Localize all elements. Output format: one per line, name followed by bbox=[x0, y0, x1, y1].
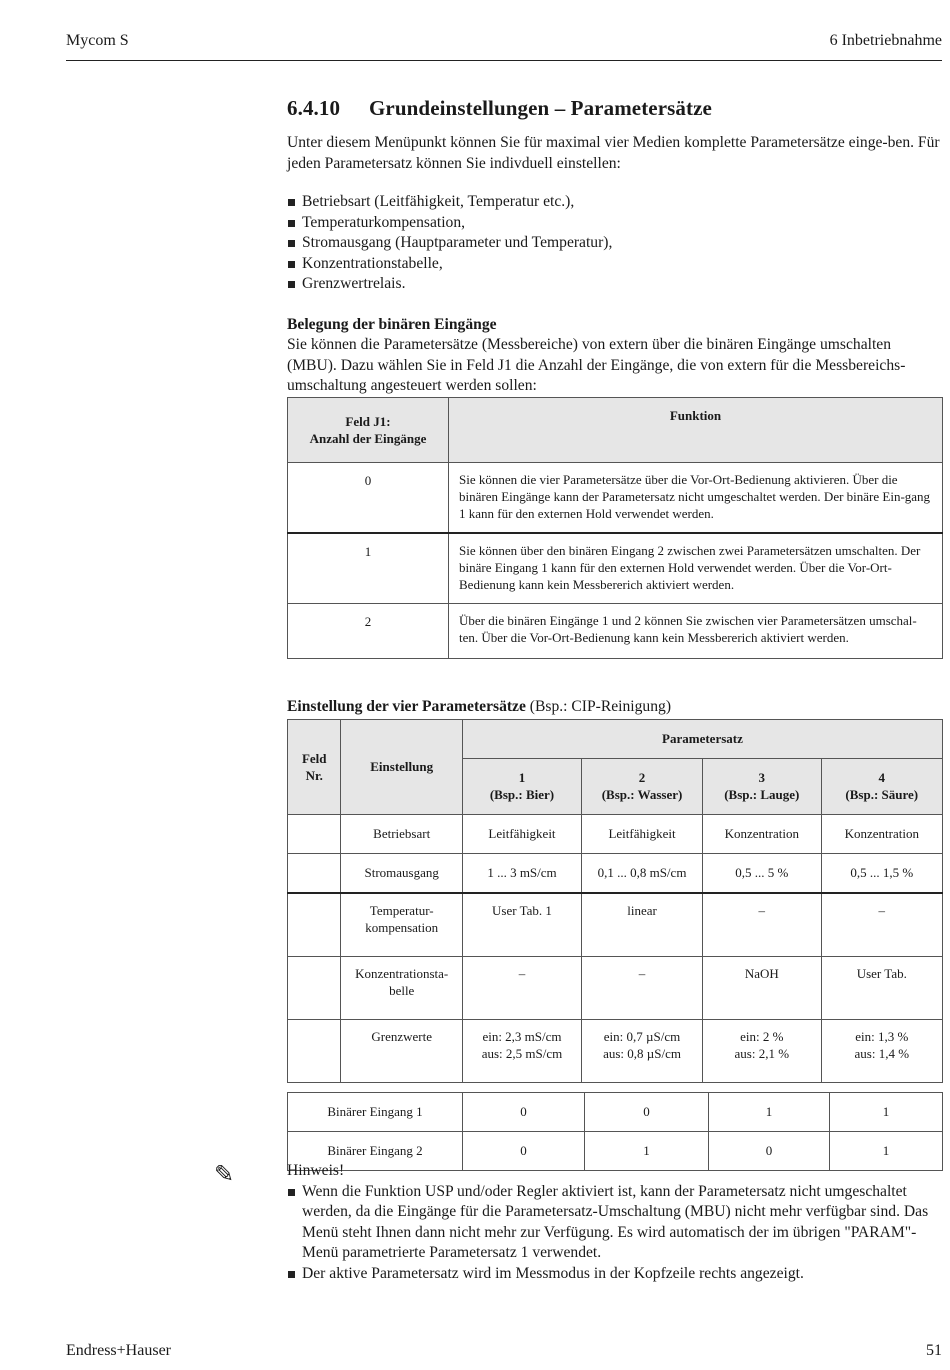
table-cell bbox=[462, 1019, 581, 1082]
params-heading-rest: (Bsp.: CIP-Reinigung) bbox=[525, 697, 672, 715]
value-line2: aus: 2,1 % bbox=[734, 1045, 790, 1061]
table-row bbox=[288, 1092, 943, 1131]
note-title: Hinweis! bbox=[287, 1162, 345, 1179]
table-cell: – bbox=[462, 956, 581, 1019]
table-cell: User Tab. 1 bbox=[462, 893, 581, 957]
table-cell: – bbox=[703, 893, 822, 957]
label-line2: belle bbox=[389, 982, 415, 998]
pencil-icon: ✎ bbox=[214, 1160, 235, 1188]
table-row bbox=[288, 1019, 943, 1082]
header-set-4 bbox=[821, 758, 942, 814]
section-number: 6.4.10 bbox=[287, 96, 341, 120]
value-line2: aus: 2,5 mS/cm bbox=[481, 1045, 563, 1061]
table-cell: Konzentration bbox=[703, 814, 822, 853]
header-product: Mycom S bbox=[66, 32, 129, 49]
table-cell-label: Betriebsart bbox=[341, 814, 462, 853]
table-row bbox=[288, 853, 943, 893]
table-row bbox=[288, 893, 943, 957]
table-cell: 1 bbox=[830, 1092, 943, 1131]
table-row bbox=[288, 533, 943, 604]
header-feld-line2: Nr. bbox=[305, 767, 323, 783]
parameter-sets-table bbox=[287, 719, 943, 1083]
value-line2: aus: 0,8 µS/cm bbox=[603, 1045, 681, 1061]
table-cell: Konzentration bbox=[821, 814, 942, 853]
table-cell-label: Stromausgang bbox=[341, 853, 462, 893]
table-cell-feld bbox=[288, 814, 341, 853]
set-example: (Bsp.: Säure) bbox=[845, 787, 919, 802]
set-number: 1 bbox=[518, 770, 526, 785]
value-line1: ein: 0,7 µS/cm bbox=[603, 1028, 681, 1044]
table-cell: linear bbox=[582, 893, 703, 957]
note-box bbox=[287, 1161, 947, 1284]
table-cell-label bbox=[341, 893, 462, 957]
set-example: (Bsp.: Wasser) bbox=[601, 787, 683, 802]
table-cell: NaOH bbox=[703, 956, 822, 1019]
params-heading-bold: Einstellung der vier Parametersätze bbox=[287, 697, 526, 715]
table-cell-label bbox=[341, 956, 462, 1019]
table-cell-feld bbox=[288, 893, 341, 957]
table-row bbox=[288, 956, 943, 1019]
header-parametersatz: Parametersatz bbox=[462, 719, 942, 758]
header-set-3 bbox=[703, 758, 822, 814]
set-number: 2 bbox=[638, 770, 646, 785]
header-set-2 bbox=[582, 758, 703, 814]
table-cell-label: Binärer Eingang 2 bbox=[288, 1131, 463, 1170]
set-number: 3 bbox=[758, 770, 766, 785]
table-cell: – bbox=[821, 893, 942, 957]
table-row bbox=[288, 814, 943, 853]
header-rule bbox=[66, 60, 942, 61]
list-item: Konzentrationstabelle, bbox=[287, 254, 943, 275]
header-feld-line1: Feld J1: bbox=[345, 413, 391, 429]
list-item: Wenn die Funktion USP und/oder Regler aktiviert ist, kann der Parametersatz nicht umgeschaltet werden, da die Eingänge für die Parametersatz-Umschaltung (MBU) nicht mehr verfügbar sind. Das Menü steht Ihnen dann nicht mehr zur Verfügung. Es wird automatisch der im übrigen "PARAM"-Menü parametrierte Parametersatz 1 verwendet. bbox=[287, 1182, 947, 1264]
table-cell: 1 ... 3 mS/cm bbox=[462, 853, 581, 893]
value-line2: aus: 1,4 % bbox=[854, 1045, 910, 1061]
list-item: Der aktive Parametersatz wird im Messmodus in der Kopfzeile rechts angezeigt. bbox=[287, 1264, 947, 1285]
table-header-funktion: Funktion bbox=[449, 397, 943, 462]
table-cell: 1 bbox=[585, 1131, 709, 1170]
table-cell: 0 bbox=[463, 1092, 585, 1131]
value-line1: ein: 2 % bbox=[740, 1028, 784, 1044]
table-cell: 0 bbox=[709, 1131, 830, 1170]
header-feld-nr bbox=[288, 719, 341, 814]
table-cell-text: Sie können über den binären Eingang 2 zwischen zwei Parametersätzen umschalten. Der binäre Eingang 1 kann für den externen Hold verwendet werden. Über die Vor-Ort-Bedienung kann kein Messbererich aktiviert werden. bbox=[449, 533, 943, 604]
params-heading bbox=[287, 697, 943, 717]
label-line2: kompensation bbox=[365, 919, 439, 935]
table-cell-feld bbox=[288, 956, 341, 1019]
binary-inputs-table bbox=[287, 397, 943, 659]
list-item: Grenzwertrelais. bbox=[287, 274, 943, 295]
table-row bbox=[288, 603, 943, 658]
table-cell: 0 bbox=[585, 1092, 709, 1131]
note-list bbox=[287, 1182, 947, 1285]
binary-heading: Belegung der binären Eingänge bbox=[287, 315, 497, 333]
value-line1: ein: 2,3 mS/cm bbox=[482, 1028, 562, 1044]
table-row bbox=[288, 462, 943, 533]
header-einstellung: Einstellung bbox=[341, 719, 462, 814]
table-cell-label: Binärer Eingang 1 bbox=[288, 1092, 463, 1131]
header-set-1 bbox=[462, 758, 581, 814]
set-example: (Bsp.: Lauge) bbox=[724, 787, 800, 802]
label-line1: Konzentrationsta- bbox=[355, 965, 449, 981]
footer-brand: Endress+Hauser bbox=[66, 1342, 171, 1359]
table-cell: 0,1 ... 0,8 mS/cm bbox=[582, 853, 703, 893]
list-item: Temperaturkompensation, bbox=[287, 213, 943, 234]
header-feld-line1: Feld bbox=[301, 750, 327, 766]
table-cell: Leitfähigkeit bbox=[462, 814, 581, 853]
table-header-feld bbox=[288, 397, 449, 462]
header-chapter: 6 Inbetriebnahme bbox=[829, 32, 942, 49]
section-title bbox=[287, 96, 943, 121]
table-cell: – bbox=[582, 956, 703, 1019]
table-cell: 1 bbox=[709, 1092, 830, 1131]
header-feld-line2: Anzahl der Eingänge bbox=[309, 430, 427, 446]
list-item: Betriebsart (Leitfähigkeit, Temperatur etc.), bbox=[287, 192, 943, 213]
table-cell-label: Grenzwerte bbox=[341, 1019, 462, 1082]
table-cell: User Tab. bbox=[821, 956, 942, 1019]
binary-text: Sie können die Parametersätze (Messbereiche) von extern über die binären Eingänge umschalten (MBU). Dazu wählen Sie in Feld J1 die Anzahl der Eingänge, die von extern für die Messbereichs-umschaltung angesteuert werden sollen: bbox=[287, 336, 906, 394]
table-cell-text: Sie können die vier Parametersätze über die Vor-Ort-Bedienung aktivieren. Über die binären Eingänge kann der Parametersatz nicht umgeschaltet werden. Der binäre Ein-gang 1 kann für den externen Hold verwendet werden. bbox=[449, 462, 943, 533]
table-cell: 0,5 ... 1,5 % bbox=[821, 853, 942, 893]
table-cell: 1 bbox=[830, 1131, 943, 1170]
table-cell bbox=[821, 1019, 942, 1082]
intro-text: Unter diesem Menüpunkt können Sie für maximal vier Medien komplette Parametersätze einge-ben. Für jeden Parametersatz können Sie indivduell einstellen: bbox=[287, 134, 940, 172]
binary-assignment-table bbox=[287, 1092, 943, 1171]
table-cell bbox=[582, 1019, 703, 1082]
set-number: 4 bbox=[878, 770, 886, 785]
table-cell-value: 1 bbox=[288, 533, 449, 604]
table-cell-text: Über die binären Eingänge 1 und 2 können Sie zwischen vier Parametersätzen umschal-ten. Über die Vor-Ort-Bedienung kann kein Messbererich aktiviert werden. bbox=[449, 603, 943, 658]
label-line1: Temperatur- bbox=[369, 902, 434, 918]
table-cell-value: 2 bbox=[288, 603, 449, 658]
settings-list bbox=[287, 192, 943, 295]
value-line1: ein: 1,3 % bbox=[855, 1028, 909, 1044]
table-cell: Leitfähigkeit bbox=[582, 814, 703, 853]
section-title-text: Grundeinstellungen – Parametersätze bbox=[369, 96, 712, 120]
main-content bbox=[287, 96, 943, 1171]
set-example: (Bsp.: Bier) bbox=[489, 787, 555, 802]
list-item: Stromausgang (Hauptparameter und Temperatur), bbox=[287, 233, 943, 254]
table-cell-feld bbox=[288, 853, 341, 893]
table-cell: 0 bbox=[463, 1131, 585, 1170]
table-cell bbox=[703, 1019, 822, 1082]
table-cell-feld bbox=[288, 1019, 341, 1082]
table-cell-value: 0 bbox=[288, 462, 449, 533]
table-cell: 0,5 ... 5 % bbox=[703, 853, 822, 893]
page-number: 51 bbox=[926, 1342, 942, 1359]
